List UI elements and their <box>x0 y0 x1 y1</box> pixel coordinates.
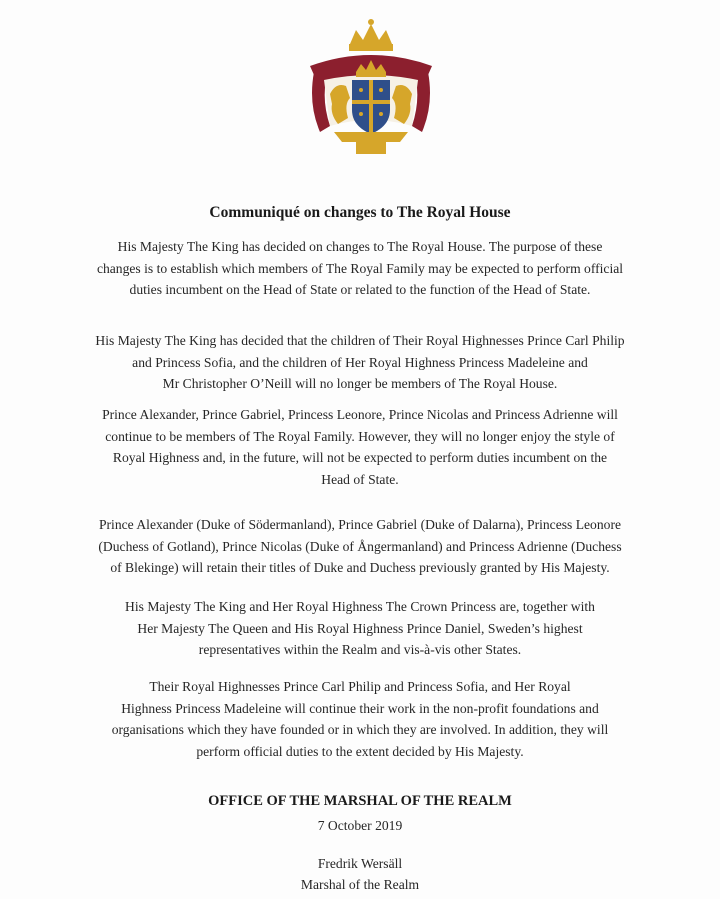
paragraph-line: of Blekinge) will retain their titles of Duke and Duchess previously granted by His Majesty. <box>110 560 610 575</box>
paragraph-line: Mr Christopher O’Neill will no longer be members of The Royal House. <box>162 376 558 391</box>
coat-of-arms-emblem <box>300 14 442 160</box>
paragraph-line: perform official duties to the extent decided by His Majesty. <box>196 743 524 759</box>
communique-title: Communiqué on changes to The Royal House <box>209 204 511 221</box>
paragraph-representatives <box>60 596 660 661</box>
paragraph-line: (Duchess of Gotland), Prince Nicolas (Duke of Ångermanland) and Princess Adrienne (Duchess <box>98 538 622 554</box>
paragraph-line: His Majesty The King has decided that the children of Their Royal Highnesses Prince Carl Philip <box>95 333 625 348</box>
paragraph-line: and Princess Sofia, and the children of Her Royal Highness Princess Madeleine and <box>132 354 588 370</box>
paragraph-line: duties incumbent on the Head of State or related to the function of the Head of State. <box>129 282 591 297</box>
signatory-name: Fredrik Wersäll <box>317 856 403 871</box>
paragraph-titles <box>60 514 660 579</box>
paragraph-line: Highness Princess Madeleine will continue their work in the non-profit foundations and <box>121 700 599 716</box>
paragraph-royal-house-membership <box>60 330 660 395</box>
paragraph-line: changes is to establish which members of The Royal Family may be expected to perform official <box>96 260 624 276</box>
paragraph-royal-family-style <box>60 404 660 490</box>
paragraph-line: Prince Alexander, Prince Gabriel, Princess Leonore, Prince Nicolas and Princess Adrienne will <box>102 407 618 422</box>
paragraph-line: Their Royal Highnesses Prince Carl Philip and Princess Sofia, and Her Royal <box>149 679 571 694</box>
paragraph-line: continue to be members of The Royal Family. However, they will no longer enjoy the style of <box>105 428 615 444</box>
paragraph-purpose <box>60 236 660 301</box>
paragraph-line: Her Majesty The Queen and His Royal Highness Prince Daniel, Sweden’s highest <box>137 620 583 636</box>
communique-date: 7 October 2019 <box>317 818 403 833</box>
paragraph-line: His Majesty The King has decided on changes to The Royal House. The purpose of these <box>117 239 603 254</box>
paragraph-line: Prince Alexander (Duke of Södermanland), Prince Gabriel (Duke of Dalarna), Princess Leonore <box>98 517 622 532</box>
office-heading: OFFICE OF THE MARSHAL OF THE REALM <box>208 793 512 809</box>
paragraph-line: organisations which they have founded or in which they are involved. In addition, they will <box>111 722 609 737</box>
paragraph-line: His Majesty The King and Her Royal Highness The Crown Princess are, together with <box>125 599 595 614</box>
paragraph-continued-work <box>60 676 660 762</box>
signatory-title: Marshal of the Realm <box>300 877 420 892</box>
paragraph-line: representatives within the Realm and vis-à-vis other States. <box>198 642 522 657</box>
paragraph-line: Head of State. <box>321 471 399 487</box>
paragraph-line: Royal Highness and, in the future, will not be expected to perform duties incumbent on the <box>112 450 608 465</box>
